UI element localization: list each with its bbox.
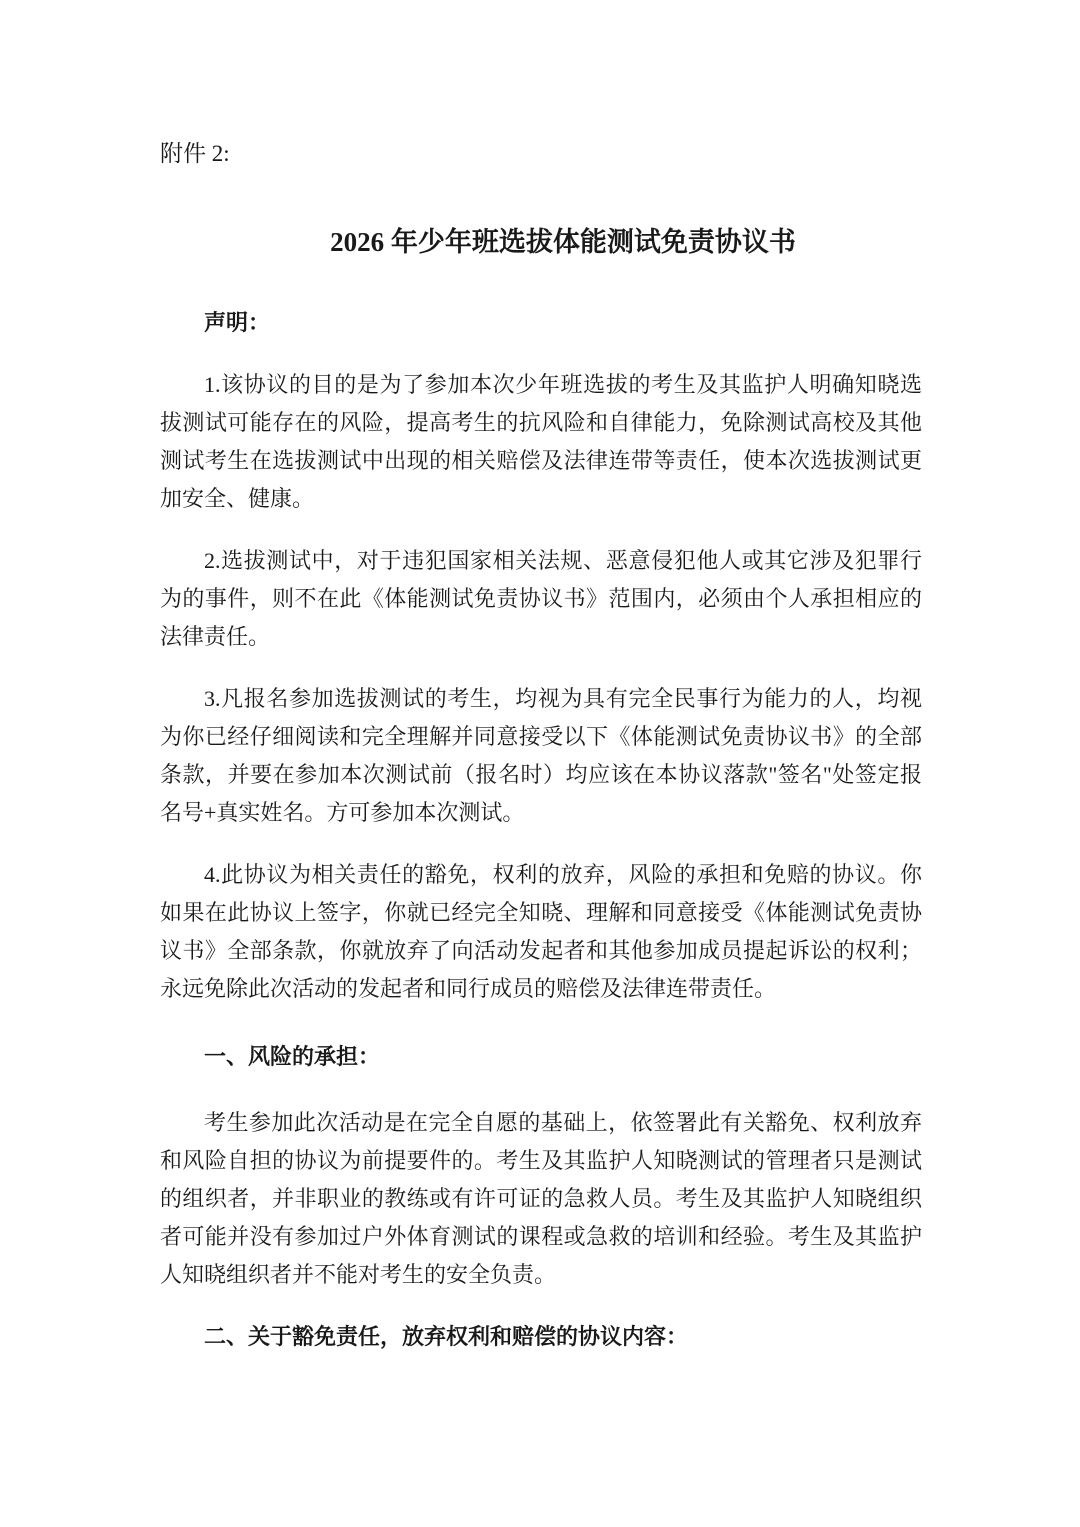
section-risk-heading: 一、风险的承担：	[204, 1044, 381, 1069]
declaration-item-1: 1.该协议的目的是为了参加本次少年班选拔的考生及其监护人明确知晓选拔测试可能存在的风险，提高考生的抗风险和自律能力，免除测试高校及其他测试考生在选拔测试中出现的相关赔偿及法律连带等责任，使本次选拔测试更加安全、健康。	[160, 372, 922, 511]
declaration-item-3: 3.凡报名参加选拔测试的考生，均视为具有完全民事行为能力的人，均视为你已经仔细阅读和完全理解并同意接受以下《体能测试免责协议书》的全部条款，并要在参加本次测试前（报名时）均应该在本协议落款"签名"处签定报名号+真实姓名。方可参加本次测试。	[160, 686, 922, 825]
section-risk-paragraph: 考生参加此次活动是在完全自愿的基础上，依签署此有关豁免、权利放弃和风险自担的协议为前提要件的。考生及其监护人知晓测试的管理者只是测试的组织者，并非职业的教练或有许可证的急救人员。考生及其监护人知晓组织者可能并没有参加过户外体育测试的课程或急救的培训和经验。考生及其监护人知晓组织者并不能对考生的安全负责。	[160, 1110, 922, 1287]
declaration-item-2: 2.选拔测试中，对于违犯国家相关法规、恶意侵犯他人或其它涉及犯罪行为的事件，则不在此《体能测试免责协议书》范围内，必须由个人承担相应的法律责任。	[160, 548, 922, 649]
declaration-heading: 声明：	[204, 310, 271, 335]
section-waiver-heading: 二、关于豁免责任，放弃权利和赔偿的协议内容：	[204, 1324, 689, 1349]
declaration-item-4: 4.此协议为相关责任的豁免，权利的放弃，风险的承担和免赔的协议。你如果在此协议上签字，你就已经完全知晓、理解和同意接受《体能测试免责协议书》全部条款，你就放弃了向活动发起者和其他参加成员提起诉讼的权利；永远免除此次活动的发起者和同行成员的赔偿及法律连带责任。	[160, 862, 922, 1001]
document-title: 2026 年少年班选拔体能测试免责协议书	[330, 227, 796, 257]
attachment-label: 附件 2:	[160, 141, 230, 166]
